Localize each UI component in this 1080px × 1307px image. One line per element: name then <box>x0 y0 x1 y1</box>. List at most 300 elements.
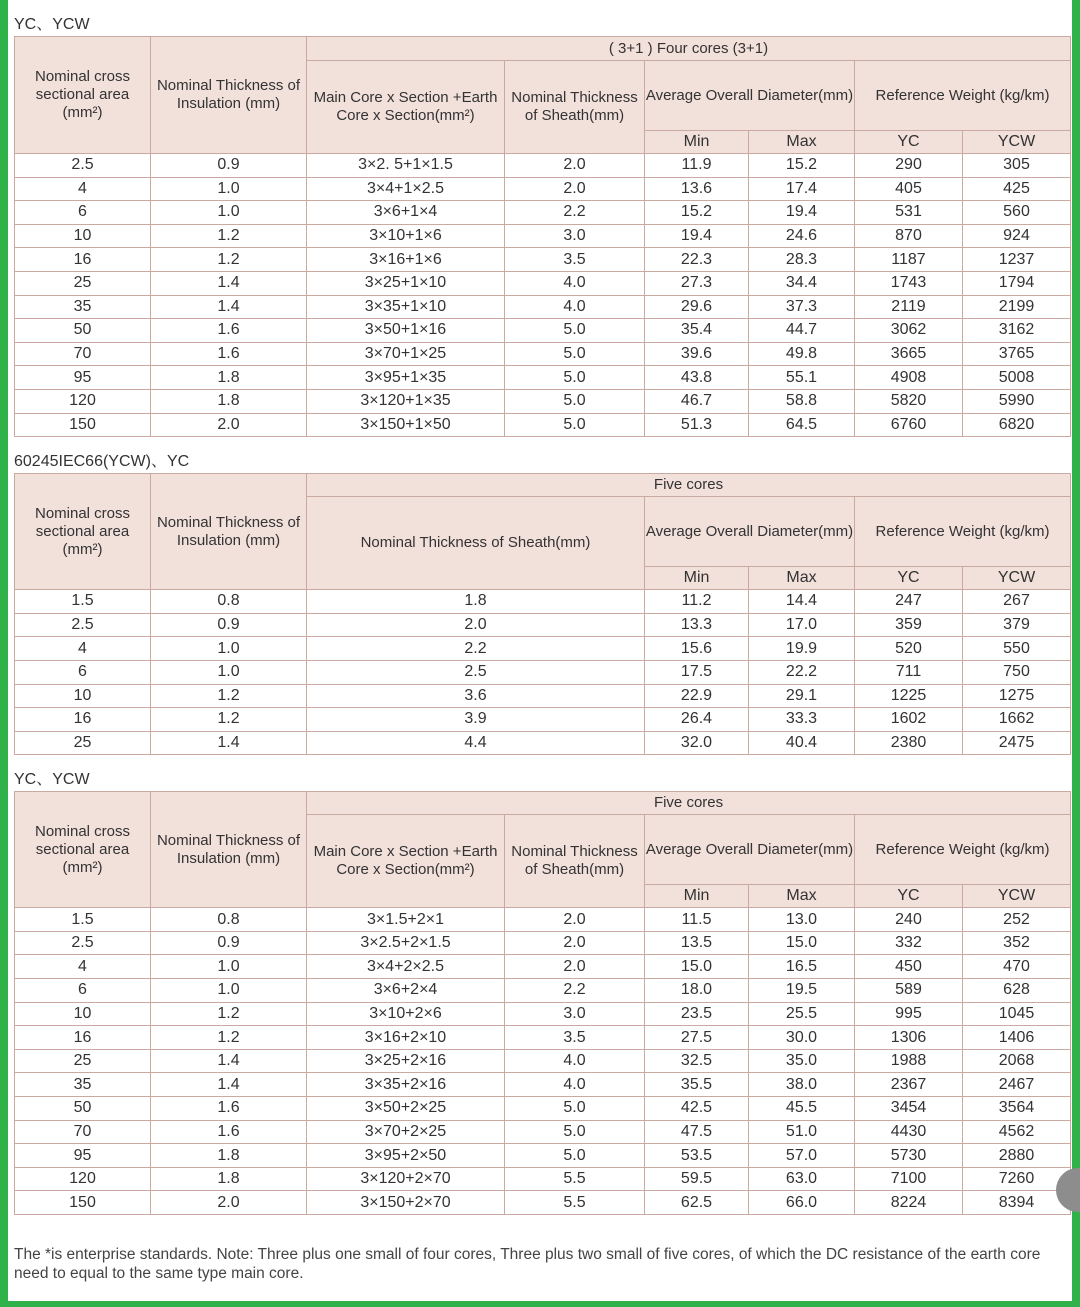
table-row <box>15 613 1071 637</box>
table-row <box>15 684 1071 708</box>
header-insulation: Nominal Thickness of Insulation (mm) <box>151 474 307 590</box>
five-cores-table <box>14 791 1071 1215</box>
table-cell: 150 <box>15 413 151 437</box>
table-row <box>15 1191 1071 1215</box>
table-cell: 16 <box>15 1026 151 1050</box>
table-cell: 63.0 <box>749 1167 855 1191</box>
table-row <box>15 366 1071 390</box>
table-cell: 32.0 <box>645 731 749 755</box>
table-cell: 3×50+2×25 <box>307 1097 505 1121</box>
header-group: ( 3+1 ) Four cores (3+1) <box>307 37 1071 61</box>
header-diameter: Average Overall Diameter(mm) <box>645 815 855 885</box>
table-cell: 1.6 <box>151 1097 307 1121</box>
table-row <box>15 389 1071 413</box>
table-cell: 3×95+1×35 <box>307 366 505 390</box>
table-cell: 0.9 <box>151 154 307 178</box>
table-cell: 4430 <box>855 1120 963 1144</box>
table-cell: 42.5 <box>645 1097 749 1121</box>
table-cell: 1306 <box>855 1026 963 1050</box>
table-cell: 1.8 <box>151 389 307 413</box>
table-cell: 25 <box>15 731 151 755</box>
table-cell: 4.0 <box>505 271 645 295</box>
table-cell: 13.5 <box>645 931 749 955</box>
table-cell: 95 <box>15 366 151 390</box>
table-cell: 10 <box>15 684 151 708</box>
table-cell: 1.5 <box>15 590 151 614</box>
table-cell: 1.8 <box>151 1144 307 1168</box>
table-cell: 1.4 <box>151 731 307 755</box>
table-cell: 240 <box>855 908 963 932</box>
table-cell: 8394 <box>963 1191 1071 1215</box>
table-cell: 589 <box>855 979 963 1003</box>
table-cell: 3765 <box>963 342 1071 366</box>
table-cell: 27.3 <box>645 271 749 295</box>
table-body <box>15 154 1071 437</box>
table-cell: 531 <box>855 201 963 225</box>
table-cell: 2.0 <box>505 908 645 932</box>
header-max: Max <box>749 885 855 908</box>
table-cell: 3.0 <box>505 224 645 248</box>
table-cell: 22.3 <box>645 248 749 272</box>
table-cell: 2.5 <box>307 660 645 684</box>
table-cell: 3.9 <box>307 708 645 732</box>
table-cell: 13.0 <box>749 908 855 932</box>
table-cell: 1.6 <box>151 319 307 343</box>
table-cell: 1.6 <box>151 1120 307 1144</box>
table-cell: 43.8 <box>645 366 749 390</box>
table-cell: 3×70+1×25 <box>307 342 505 366</box>
table-cell: 1237 <box>963 248 1071 272</box>
table-cell: 15.0 <box>645 955 749 979</box>
table-cell: 24.6 <box>749 224 855 248</box>
table-cell: 4.0 <box>505 1073 645 1097</box>
table-cell: 6 <box>15 979 151 1003</box>
table-cell: 1.2 <box>151 708 307 732</box>
table-cell: 70 <box>15 342 151 366</box>
table-cell: 49.8 <box>749 342 855 366</box>
table-cell: 1.8 <box>151 1167 307 1191</box>
table-cell: 1.2 <box>151 684 307 708</box>
table-cell: 5.0 <box>505 1097 645 1121</box>
table-row <box>15 1026 1071 1050</box>
table-row <box>15 979 1071 1003</box>
table-row <box>15 177 1071 201</box>
table-cell: 5990 <box>963 389 1071 413</box>
table-cell: 425 <box>963 177 1071 201</box>
section-title: YC、YCW <box>14 16 90 33</box>
table-cell: 2.0 <box>307 613 645 637</box>
table-cell: 359 <box>855 613 963 637</box>
table-cell: 711 <box>855 660 963 684</box>
table-cell: 7100 <box>855 1167 963 1191</box>
table-cell: 62.5 <box>645 1191 749 1215</box>
table-cell: 1.4 <box>151 271 307 295</box>
section-title: 60245IEC66(YCW)、YC <box>14 453 190 471</box>
table-cell: 58.8 <box>749 389 855 413</box>
table-row <box>15 955 1071 979</box>
table-cell: 3×6+1×4 <box>307 201 505 225</box>
table-cell: 15.6 <box>645 637 749 661</box>
table-cell: 3×25+2×16 <box>307 1049 505 1073</box>
table-cell: 2.0 <box>505 154 645 178</box>
table-cell: 28.3 <box>749 248 855 272</box>
table-cell: 3564 <box>963 1097 1071 1121</box>
table-cell: 22.2 <box>749 660 855 684</box>
table-cell: 3×16+2×10 <box>307 1026 505 1050</box>
table-cell: 30.0 <box>749 1026 855 1050</box>
header-diameter: Average Overall Diameter(mm) <box>645 497 855 567</box>
table-cell: 1275 <box>963 684 1071 708</box>
header-max: Max <box>749 131 855 154</box>
table-cell: 1.0 <box>151 955 307 979</box>
table-cell: 15.2 <box>645 201 749 225</box>
table-cell: 17.0 <box>749 613 855 637</box>
table-cell: 3.5 <box>505 1026 645 1050</box>
table-cell: 3×2.5+2×1.5 <box>307 931 505 955</box>
table-row <box>15 1097 1071 1121</box>
table-cell: 1.4 <box>151 1073 307 1097</box>
table-cell: 1794 <box>963 271 1071 295</box>
table-cell: 22.9 <box>645 684 749 708</box>
table-cell: 870 <box>855 224 963 248</box>
table-cell: 2.2 <box>505 979 645 1003</box>
table-cell: 1.0 <box>151 660 307 684</box>
header-section: Main Core x Section +Earth Core x Section(mm²) <box>307 61 505 154</box>
header-min: Min <box>645 131 749 154</box>
table-cell: 3×120+1×35 <box>307 389 505 413</box>
table-cell: 50 <box>15 1097 151 1121</box>
table-cell: 40.4 <box>749 731 855 755</box>
header-diameter: Average Overall Diameter(mm) <box>645 61 855 131</box>
table-cell: 50 <box>15 319 151 343</box>
table-cell: 25 <box>15 271 151 295</box>
table-cell: 5.0 <box>505 1144 645 1168</box>
table-cell: 66.0 <box>749 1191 855 1215</box>
table-cell: 1662 <box>963 708 1071 732</box>
five-cores-iec-table <box>14 473 1071 755</box>
table-cell: 3454 <box>855 1097 963 1121</box>
table-cell: 924 <box>963 224 1071 248</box>
header-min: Min <box>645 567 749 590</box>
table-cell: 267 <box>963 590 1071 614</box>
table-cell: 290 <box>855 154 963 178</box>
table-cell: 3×6+2×4 <box>307 979 505 1003</box>
table-cell: 25.5 <box>749 1002 855 1026</box>
table-cell: 4 <box>15 637 151 661</box>
table-cell: 44.7 <box>749 319 855 343</box>
table-cell: 332 <box>855 931 963 955</box>
table-cell: 57.0 <box>749 1144 855 1168</box>
table-cell: 1406 <box>963 1026 1071 1050</box>
table-cell: 18.0 <box>645 979 749 1003</box>
table-cell: 35.0 <box>749 1049 855 1073</box>
table-cell: 0.9 <box>151 931 307 955</box>
table-cell: 38.0 <box>749 1073 855 1097</box>
table-cell: 2367 <box>855 1073 963 1097</box>
table-cell: 4.0 <box>505 295 645 319</box>
table-cell: 3062 <box>855 319 963 343</box>
table-row <box>15 295 1071 319</box>
table-cell: 3162 <box>963 319 1071 343</box>
table-cell: 2.5 <box>15 931 151 955</box>
table-cell: 3×25+1×10 <box>307 271 505 295</box>
table-cell: 3×10+1×6 <box>307 224 505 248</box>
table-row <box>15 708 1071 732</box>
header-sheath: Nominal Thickness of Sheath(mm) <box>505 815 645 908</box>
table-cell: 37.3 <box>749 295 855 319</box>
table-cell: 8224 <box>855 1191 963 1215</box>
table-row <box>15 1120 1071 1144</box>
four-cores-table <box>14 36 1071 437</box>
table-row <box>15 224 1071 248</box>
table-cell: 39.6 <box>645 342 749 366</box>
table-cell: 1.5 <box>15 908 151 932</box>
table-cell: 10 <box>15 224 151 248</box>
table-body <box>15 590 1071 755</box>
table-row <box>15 1167 1071 1191</box>
table-cell: 27.5 <box>645 1026 749 1050</box>
table-cell: 2.5 <box>15 613 151 637</box>
table-cell: 5730 <box>855 1144 963 1168</box>
header-section: Main Core x Section +Earth Core x Section(mm²) <box>307 815 505 908</box>
table-cell: 3×150+1×50 <box>307 413 505 437</box>
header-max: Max <box>749 567 855 590</box>
header-group: Five cores <box>307 792 1071 815</box>
header-ycw: YCW <box>963 131 1071 154</box>
table-cell: 19.4 <box>749 201 855 225</box>
table-cell: 53.5 <box>645 1144 749 1168</box>
table-row <box>15 1144 1071 1168</box>
table-cell: 3×150+2×70 <box>307 1191 505 1215</box>
table-cell: 17.4 <box>749 177 855 201</box>
table-cell: 11.5 <box>645 908 749 932</box>
table-row <box>15 637 1071 661</box>
table-cell: 2.2 <box>505 201 645 225</box>
table-cell: 2199 <box>963 295 1071 319</box>
table-cell: 19.9 <box>749 637 855 661</box>
table-cell: 51.3 <box>645 413 749 437</box>
table-cell: 32.5 <box>645 1049 749 1073</box>
table-cell: 1187 <box>855 248 963 272</box>
table-cell: 2.0 <box>505 177 645 201</box>
table-row <box>15 908 1071 932</box>
header-sheath: Nominal Thickness of Sheath(mm) <box>307 497 645 590</box>
table-cell: 10 <box>15 1002 151 1026</box>
table-cell: 405 <box>855 177 963 201</box>
table-cell: 5.0 <box>505 1120 645 1144</box>
table-row <box>15 319 1071 343</box>
table-cell: 5.0 <box>505 319 645 343</box>
header-area: Nominal cross sectional area (mm²) <box>15 37 151 154</box>
table-cell: 3×2. 5+1×1.5 <box>307 154 505 178</box>
table-cell: 120 <box>15 389 151 413</box>
table-cell: 16 <box>15 248 151 272</box>
table-cell: 5.5 <box>505 1191 645 1215</box>
header-insulation: Nominal Thickness of Insulation (mm) <box>151 37 307 154</box>
table-cell: 6 <box>15 660 151 684</box>
table-cell: 1.0 <box>151 979 307 1003</box>
table-cell: 16 <box>15 708 151 732</box>
table-cell: 29.6 <box>645 295 749 319</box>
table-cell: 3×4+2×2.5 <box>307 955 505 979</box>
table-row <box>15 271 1071 295</box>
table-cell: 2.0 <box>505 931 645 955</box>
table-cell: 995 <box>855 1002 963 1026</box>
table-cell: 2.0 <box>505 955 645 979</box>
header-group: Five cores <box>307 474 1071 497</box>
table-row <box>15 590 1071 614</box>
table-cell: 5008 <box>963 366 1071 390</box>
header-ycw: YCW <box>963 567 1071 590</box>
table-cell: 2475 <box>963 731 1071 755</box>
table-row <box>15 660 1071 684</box>
table-cell: 2880 <box>963 1144 1071 1168</box>
table-cell: 35 <box>15 295 151 319</box>
table-cell: 4.0 <box>505 1049 645 1073</box>
table-cell: 5.0 <box>505 342 645 366</box>
table-cell: 23.5 <box>645 1002 749 1026</box>
table-cell: 1.0 <box>151 637 307 661</box>
table-cell: 120 <box>15 1167 151 1191</box>
table-cell: 1.2 <box>151 1002 307 1026</box>
table-cell: 19.4 <box>645 224 749 248</box>
table-cell: 3665 <box>855 342 963 366</box>
table-cell: 6760 <box>855 413 963 437</box>
table-cell: 70 <box>15 1120 151 1144</box>
table-cell: 95 <box>15 1144 151 1168</box>
table-cell: 750 <box>963 660 1071 684</box>
table-row <box>15 1073 1071 1097</box>
table-cell: 0.8 <box>151 908 307 932</box>
table-cell: 550 <box>963 637 1071 661</box>
table-cell: 4 <box>15 177 151 201</box>
table-cell: 560 <box>963 201 1071 225</box>
table-cell: 13.3 <box>645 613 749 637</box>
table-cell: 6 <box>15 201 151 225</box>
table-cell: 11.9 <box>645 154 749 178</box>
table-cell: 26.4 <box>645 708 749 732</box>
table-cell: 379 <box>963 613 1071 637</box>
table-cell: 35 <box>15 1073 151 1097</box>
table-cell: 2467 <box>963 1073 1071 1097</box>
header-ycw: YCW <box>963 885 1071 908</box>
table-cell: 33.3 <box>749 708 855 732</box>
table-cell: 59.5 <box>645 1167 749 1191</box>
table-cell: 14.4 <box>749 590 855 614</box>
table-cell: 4908 <box>855 366 963 390</box>
header-area: Nominal cross sectional area (mm²) <box>15 474 151 590</box>
table-cell: 1743 <box>855 271 963 295</box>
header-yc: YC <box>855 131 963 154</box>
table-cell: 45.5 <box>749 1097 855 1121</box>
footnote: The *is enterprise standards. Note: Three plus one small of four cores, Three plus two small of five cores, of which the DC resistance of the earth core need to equal to the same type main core. <box>14 1246 1041 1282</box>
table-cell: 5.0 <box>505 366 645 390</box>
table-cell: 11.2 <box>645 590 749 614</box>
table-cell: 13.6 <box>645 177 749 201</box>
table-row <box>15 201 1071 225</box>
table-row <box>15 413 1071 437</box>
table-cell: 0.8 <box>151 590 307 614</box>
table-cell: 470 <box>963 955 1071 979</box>
table-cell: 3×10+2×6 <box>307 1002 505 1026</box>
table-cell: 46.7 <box>645 389 749 413</box>
document-content <box>14 0 1070 1283</box>
table-cell: 1225 <box>855 684 963 708</box>
table-cell: 520 <box>855 637 963 661</box>
header-yc: YC <box>855 885 963 908</box>
table-cell: 4562 <box>963 1120 1071 1144</box>
table-cell: 4 <box>15 955 151 979</box>
table-cell: 51.0 <box>749 1120 855 1144</box>
header-insulation: Nominal Thickness of Insulation (mm) <box>151 792 307 908</box>
table-cell: 352 <box>963 931 1071 955</box>
table-row <box>15 154 1071 178</box>
table-cell: 3×95+2×50 <box>307 1144 505 1168</box>
table-cell: 3×35+1×10 <box>307 295 505 319</box>
table-row <box>15 931 1071 955</box>
table-cell: 1.6 <box>151 342 307 366</box>
table-cell: 3×50+1×16 <box>307 319 505 343</box>
table-cell: 47.5 <box>645 1120 749 1144</box>
table-cell: 15.2 <box>749 154 855 178</box>
table-cell: 1.4 <box>151 295 307 319</box>
table-cell: 34.4 <box>749 271 855 295</box>
table-cell: 2.5 <box>15 154 151 178</box>
table-cell: 19.5 <box>749 979 855 1003</box>
table-cell: 150 <box>15 1191 151 1215</box>
table-cell: 15.0 <box>749 931 855 955</box>
table-cell: 35.4 <box>645 319 749 343</box>
table-cell: 1988 <box>855 1049 963 1073</box>
table-cell: 1602 <box>855 708 963 732</box>
table-cell: 64.5 <box>749 413 855 437</box>
table-cell: 6820 <box>963 413 1071 437</box>
table-cell: 25 <box>15 1049 151 1073</box>
header-weight: Reference Weight (kg/km) <box>855 497 1071 567</box>
table-cell: 5.0 <box>505 413 645 437</box>
table-cell: 1.2 <box>151 224 307 248</box>
table-cell: 3×120+2×70 <box>307 1167 505 1191</box>
table-row <box>15 342 1071 366</box>
header-sheath: Nominal Thickness of Sheath(mm) <box>505 61 645 154</box>
table-cell: 2119 <box>855 295 963 319</box>
table-cell: 252 <box>963 908 1071 932</box>
header-min: Min <box>645 885 749 908</box>
table-body <box>15 908 1071 1215</box>
table-cell: 3×4+1×2.5 <box>307 177 505 201</box>
table-cell: 3×1.5+2×1 <box>307 908 505 932</box>
table-cell: 450 <box>855 955 963 979</box>
table-cell: 5.5 <box>505 1167 645 1191</box>
table-cell: 247 <box>855 590 963 614</box>
header-yc: YC <box>855 567 963 590</box>
section-title: YC、YCW <box>14 771 90 789</box>
table-cell: 1.8 <box>307 590 645 614</box>
table-cell: 1.8 <box>151 366 307 390</box>
table-cell: 17.5 <box>645 660 749 684</box>
table-row <box>15 731 1071 755</box>
header-weight: Reference Weight (kg/km) <box>855 61 1071 131</box>
table-row <box>15 248 1071 272</box>
table-cell: 29.1 <box>749 684 855 708</box>
table-cell: 7260 <box>963 1167 1071 1191</box>
header-area: Nominal cross sectional area (mm²) <box>15 792 151 908</box>
table-cell: 1.4 <box>151 1049 307 1073</box>
table-cell: 1.0 <box>151 201 307 225</box>
table-cell: 3.5 <box>505 248 645 272</box>
table-cell: 2.0 <box>151 1191 307 1215</box>
table-cell: 35.5 <box>645 1073 749 1097</box>
